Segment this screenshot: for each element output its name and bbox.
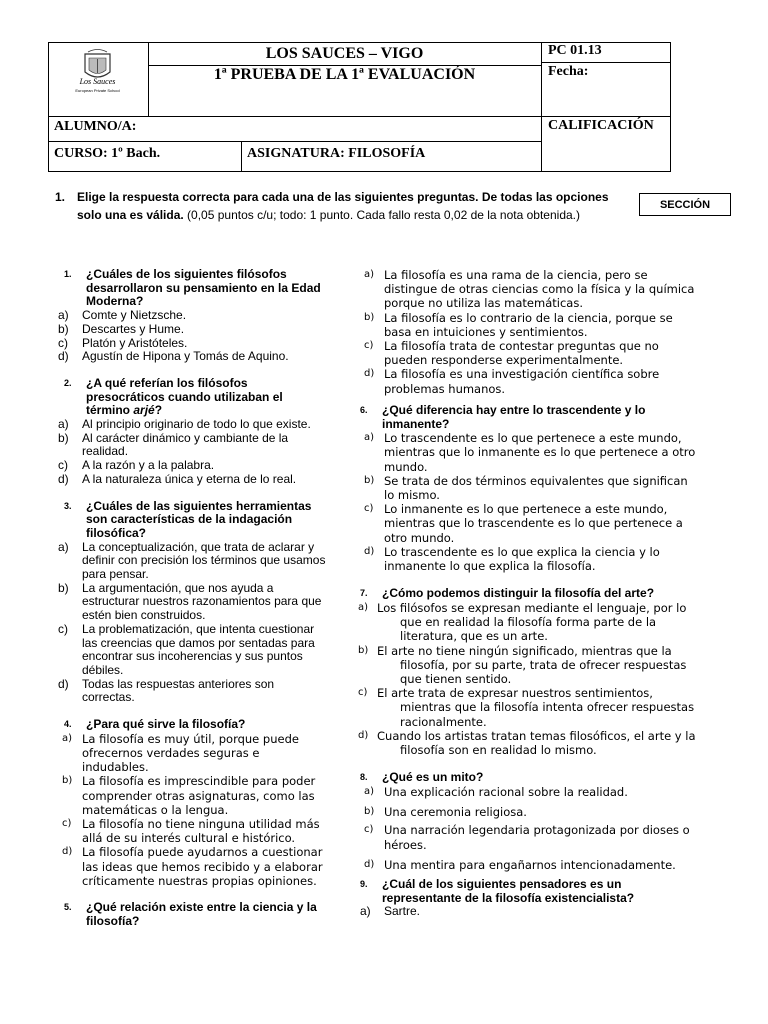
option-a[interactable]: a) Al principio originario de todo lo que existe. — [58, 417, 311, 432]
option-c[interactable]: c) A la razón y a la palabra. — [58, 458, 215, 473]
question-text: ¿A qué referían los filósofos presocráticos cuando utilizaban el término arjé? — [86, 375, 283, 418]
option-c[interactable]: c) Lo inmanente es lo que pertenece a este mundo, mientras que lo trascendente es lo que pertenece a otro mundo. — [364, 502, 683, 545]
question-text: ¿Cuáles de los siguientes filósofos desarrollaron su pensamiento en la Edad Moderna? — [86, 267, 321, 309]
school-logo — [55, 46, 140, 112]
option-d[interactable]: d) Cuando los artistas tratan temas filosóficos, el arte y la filosofía son en realidad lo mismo. — [358, 728, 696, 757]
date-label: Fecha: — [548, 64, 589, 79]
logo-caption-top: Los Sauces — [79, 77, 116, 86]
instructions-bold: Elige la respuesta correcta para cada una de las siguientes preguntas. De todas las opciones solo una es válida. — [77, 190, 609, 222]
question-9: 9. ¿Cuál de los siguientes pensadores es un representante de la filosofía existencialista? a) Sartre. — [360, 878, 700, 919]
option-c[interactable]: c) Una narración legendaria protagonizada por dioses o héroes. — [364, 823, 690, 852]
option-c[interactable]: c) Platón y Aristóteles. — [58, 335, 188, 350]
option-b[interactable]: b) Una ceremonia religiosa. — [364, 805, 527, 820]
option-b[interactable]: b) La argumentación, que nos ayuda a estructurar nuestros razonamientos para que estén bien construidos. — [58, 580, 322, 623]
question-5: 5. ¿Qué relación existe entre la ciencia y la filosofía? — [64, 900, 317, 928]
question-6: 6. ¿Qué diferencia hay entre lo trascendente y lo inmanente? a) Lo trascendente es lo que pertenece a este mundo, mientras que lo inmanente es lo que pertenece a otro mundo. b) Se trata de dos términos equivalentes que significan lo mismo. c) Lo inmanente es lo que pertenece a este mundo, mientras que lo trascendente es lo que pertenece a otro mundo. d) Lo trascendente es lo que explica la ciencia y lo inmanente lo que explica la filosofía. — [360, 404, 700, 573]
question-3: 3. ¿Cuáles de las siguientes herramientas son características de la indagación filosófica? a) La conceptualización, que trata de aclarar y definir con precisión los términos que usamos para pensar. b) La argumentación, que nos ayuda a estructurar nuestros razonamientos para que estén bien construidos. c) La problematización, que intenta cuestionar las creencias que damos por sentadas para encontrar sus incoherencias y sus puntos débiles. d) Todas las respuestas anteriores son correctas. — [58, 500, 328, 706]
course-label: CURSO: 1º Bach. — [54, 146, 161, 161]
option-a[interactable]: a) Sartre. — [360, 904, 421, 919]
option-d[interactable]: d) Lo trascendente es lo que explica la ciencia y lo inmanente lo que explica la filosofía. — [364, 544, 660, 574]
option-d[interactable]: d) Agustín de Hipona y Tomás de Aquino. — [58, 349, 289, 364]
question-text: ¿Cómo podemos distinguir la filosofía del arte? — [382, 586, 655, 601]
option-d[interactable]: d) Una mentira para engañarnos intencionadamente. — [364, 857, 676, 872]
question-text: ¿Para qué sirve la filosofía? — [86, 717, 246, 732]
instructions — [55, 188, 635, 224]
question-text: ¿Cuáles de las siguientes herramientas son características de la indagación filosófica? — [86, 498, 312, 540]
option-b[interactable]: b) Se trata de dos términos equivalentes que significan lo mismo. — [364, 473, 688, 503]
right-column — [360, 268, 700, 919]
option-d[interactable]: d) Todas las respuestas anteriores son correctas. — [58, 676, 275, 705]
option-d[interactable]: d) A la naturaleza única y eterna de lo real. — [58, 471, 297, 486]
logo-caption-bottom: European Private School — [75, 88, 120, 93]
school-name: LOS SAUCES – VIGO — [265, 45, 424, 62]
question-7: 7. ¿Cómo podemos distinguir la filosofía del arte? a) Los filósofos se expresan mediante el lenguaje, por lo que en realidad la filosofía forma parte de la literatura, que es un arte. b) El arte no tiene ningún significado, mientras que la filosofía, por su parte, trata de ofrecer respuestas que tienen sentido. c) El arte trata de expresar nuestros sentimientos, mientras que la filosofía intenta ofrecer respuestas racionalmente. d) Cuando los artistas tratan temas filosóficos, el arte y la filosofía son en realidad lo mismo. — [360, 587, 700, 757]
student-name-label: ALUMNO/A: — [54, 119, 137, 134]
question-text: ¿Qué relación existe entre la ciencia y la filosofía? — [86, 900, 317, 928]
question-1: 1. ¿Cuáles de los siguientes filósofos desarrollaron su pensamiento en la Edad Moderna? a) Comte y Nietzsche. b) Descartes y Hume. c) Platón y Aristóteles. d) Agustín de Hipona y Tomás de Aquino. — [58, 268, 328, 364]
option-c[interactable]: c) El arte trata de expresar nuestros sentimientos, mientras que la filosofía intenta ofrecer respuestas racionalmente. — [358, 686, 695, 729]
question-5-options — [360, 268, 700, 396]
option-b[interactable]: b) Descartes y Hume. — [58, 321, 185, 336]
option-c[interactable]: c) La filosofía trata de contestar preguntas que no pueden responderse experimentalmente. — [364, 339, 659, 368]
option-c[interactable]: c) La problematización, que intenta cuestionar las creencias que damos por sentadas para encontrar sus incoherencias y sus puntos débiles. — [58, 621, 315, 677]
instructions-scoring: (0,05 puntos c/u; todo: 1 punto. Cada fallo resta 0,02 de la nota obtenida.) — [183, 208, 580, 222]
section-box: SECCIÓN — [639, 193, 731, 216]
option-b[interactable]: b) Al carácter dinámico y cambiante de la realidad. — [58, 430, 289, 459]
grade-label: CALIFICACIÓN — [548, 118, 654, 133]
option-a[interactable]: a) La filosofía es muy útil, porque puede ofrecernos verdades seguras e indudables. — [62, 731, 299, 775]
instructions-number: 1. — [55, 190, 66, 204]
question-text: ¿Qué es un mito? — [382, 770, 484, 785]
option-a[interactable]: a) Una explicación racional sobre la realidad. — [364, 784, 628, 799]
option-b[interactable]: b) La filosofía es imprescindible para poder comprender otras asignaturas, como las matemáticas o la lengua. — [62, 774, 316, 817]
question-8: 8. ¿Qué es un mito? a) Una explicación racional sobre la realidad. b) Una ceremonia religiosa. c) Una narración legendaria protagonizada por dioses o héroes. d) Una mentira para engañarnos intencionadamente. — [360, 771, 700, 872]
option-a[interactable]: a) Comte y Nietzsche. — [58, 308, 187, 323]
option-a[interactable]: a) La filosofía es una rama de la ciencia, pero se distingue de otras ciencias como la física y la química porque no utiliza las matemáticas. — [364, 268, 695, 311]
test-title: 1ª PRUEBA DE LA 1ª EVALUACIÓN — [213, 66, 476, 83]
option-a[interactable]: a) Lo trascendente es lo que pertenece a este mundo, mientras que lo inmanente es lo que pertenece a otro mundo. — [364, 431, 696, 474]
question-text: ¿Qué diferencia hay entre lo trascendente y lo inmanente? — [382, 402, 646, 431]
option-a[interactable]: a) Los filósofos se expresan mediante el lenguaje, por lo que en realidad la filosofía forma parte de la literatura, que es un arte. — [358, 600, 687, 644]
option-d[interactable]: d) La filosofía puede ayudarnos a cuestionar las ideas que hemos recibido y a elaborar críticamente nuestras propias opiniones. — [62, 845, 323, 888]
question-2: 2. ¿A qué referían los filósofos presocráticos cuando utilizaban el término arjé? a) Al principio originario de todo lo que existe. b) Al carácter dinámico y cambiante de la realidad. c) A la razón y a la palabra. d) A la naturaleza única y eterna de lo real. — [58, 377, 328, 487]
question-4: 4. ¿Para qué sirve la filosofía? a) La filosofía es muy útil, porque puede ofrecernos verdades seguras e indudables. b) La filosofía es imprescindible para poder comprender otras asignaturas, como las matemáticas o la lengua. c) La filosofía no tiene ninguna utilidad más allá de su interés cultural e histórico. d) La filosofía puede ayudarnos a cuestionar las ideas que hemos recibido y a elaborar críticamente nuestras propias opiniones. — [58, 718, 328, 888]
option-c[interactable]: c) La filosofía no tiene ninguna utilidad más allá de su interés cultural e histórico. — [62, 817, 320, 846]
option-b[interactable]: b) El arte no tiene ningún significado, mientras que la filosofía, por su parte, trata de ofrecer respuestas que tienen sentido. — [358, 643, 687, 686]
option-d[interactable]: d) La filosofía es una investigación científica sobre problemas humanos. — [364, 367, 660, 396]
option-a[interactable]: a) La conceptualización, que trata de aclarar y definir con precisión los términos que usamos para pensar. — [58, 539, 326, 582]
option-b[interactable]: b) La filosofía es lo contrario de la ciencia, porque se basa en intuiciones y sentimientos. — [364, 310, 673, 339]
document-code: PC 01.13 — [548, 43, 602, 58]
left-column — [58, 268, 328, 928]
question-text: ¿Cuál de los siguientes pensadores es un representante de la filosofía existencialista? — [382, 876, 635, 905]
subject-label: ASIGNATURA: FILOSOFÍA — [247, 146, 426, 161]
